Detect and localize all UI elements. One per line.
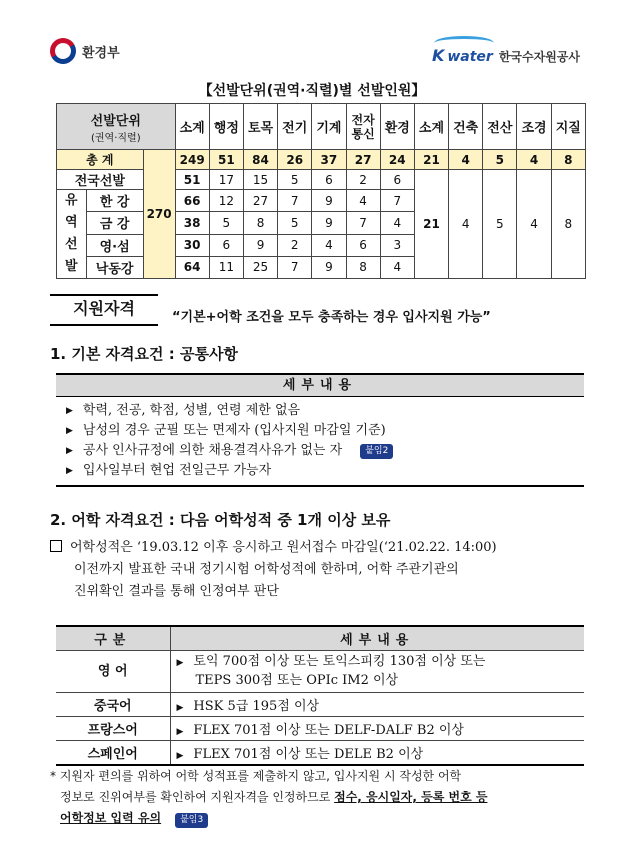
region-cell: 25 (243, 256, 277, 278)
total-cell: 4 (517, 150, 551, 170)
region-cell: 4 (380, 256, 414, 278)
col-header: 지질 (551, 104, 585, 150)
language-heading: 2. 어학 자격요건 : 다음 어학성적 중 1개 이상 보유 (50, 511, 391, 529)
list-item-text: 남성의 경우 군필 또는 면제자 (입사지원 마감일 기준) (82, 423, 386, 438)
col-header: 건축 (449, 104, 483, 150)
col-header: 조경 (517, 104, 551, 150)
language-detail (170, 741, 584, 766)
col-header: 토목 (243, 104, 277, 150)
region-cell: 2 (278, 234, 312, 256)
language-paragraph (50, 537, 590, 603)
list-item-text: 공사 인사규정에 의한 채용결격사유가 없는 자 (82, 443, 343, 458)
region-cell: 7 (380, 190, 414, 212)
col-header: 구분 (56, 626, 170, 651)
para-line: 진위확인 결과를 통해 인정여부 판단 (74, 584, 279, 599)
note-text: 정보로 진위여부를 확인하여 지원자격을 인정하므로 (60, 790, 335, 804)
language-name: 스페인어 (56, 741, 170, 766)
region-name: 한 강 (86, 190, 143, 212)
total-cell: 84 (243, 150, 277, 170)
region-cell: 7 (278, 190, 312, 212)
kwater-logo-water: water (447, 49, 493, 65)
region-cell: 3 (380, 234, 414, 256)
list-item (66, 461, 584, 481)
national-cell: 6 (380, 170, 414, 190)
basic-heading: 1. 기본 자격요건 : 공통사항 (50, 345, 238, 363)
region-cell: 38 (175, 212, 209, 234)
col-header: 전기 (278, 104, 312, 150)
basic-requirements-box (56, 373, 584, 487)
triangle-bullet-icon: ▶ (176, 727, 184, 737)
region-cell: 9 (312, 190, 346, 212)
national-cell: 15 (243, 170, 277, 190)
region-group-label (57, 190, 87, 279)
region-cell: 4 (380, 212, 414, 234)
attachment-badge: 붙임2 (360, 444, 393, 459)
note-line (50, 808, 590, 829)
note-emphasis: 점수, 응시일자, 등록 번호 등 (334, 790, 488, 804)
language-name: 프랑스어 (56, 717, 170, 741)
col-header: 소계 (175, 104, 209, 150)
detail-text: HSK 5급 195점 이상 (193, 699, 320, 714)
total-cell: 24 (380, 150, 414, 170)
detail-text: FLEX 701점 이상 또는 DELF-DALF B2 이상 (193, 723, 464, 738)
region-cell: 8 (243, 212, 277, 234)
kwater-name: 한국수자원공사 (498, 50, 580, 64)
detail-text: TEPS 300점 또는 OPIc IM2 이상 (195, 673, 399, 688)
list-item (66, 441, 584, 461)
col-header: 소계 (414, 104, 448, 150)
kwater-arc-icon (434, 36, 494, 50)
language-name: 중국어 (56, 693, 170, 717)
region-cell: 9 (243, 234, 277, 256)
national-cell: 2 (346, 170, 380, 190)
region-name: 낙동강 (86, 256, 143, 278)
total-cell: 249 (175, 150, 209, 170)
basic-list (56, 397, 584, 485)
list-item-text: 학력, 전공, 학점, 성별, 연령 제한 없음 (82, 403, 301, 418)
section-title: 지원자격 (50, 298, 158, 326)
region-cell: 9 (312, 256, 346, 278)
region-cell: 4 (346, 190, 380, 212)
selection-table (56, 103, 586, 279)
region-cell: 9 (312, 212, 346, 234)
triangle-bullet-icon: ▶ (176, 703, 184, 713)
merged-right-cell: 8 (551, 170, 585, 279)
region-group-char: 발 (65, 259, 78, 274)
triangle-bullet-icon: ▶ (176, 658, 184, 668)
para-line: 이전까지 발표한 국내 정기시험 어학성적에 한하며, 어학 주관기관의 (74, 562, 459, 577)
national-cell: 5 (278, 170, 312, 190)
total-cell: 51 (209, 150, 243, 170)
taegeuk-logo-icon (45, 33, 81, 69)
note-line: * 지원자 편의를 위하여 어학 성적표를 제출하지 않고, 입사지원 시 작성한 어학 (50, 769, 462, 783)
national-cell: 6 (312, 170, 346, 190)
box-header: 세부내용 (56, 375, 584, 397)
region-cell: 4 (312, 234, 346, 256)
merged-right-cell: 5 (483, 170, 517, 279)
detail-text: FLEX 701점 이상 또는 DELE B2 이상 (193, 747, 424, 762)
merged-right-cell: 21 (414, 170, 448, 279)
national-cell: 51 (175, 170, 209, 190)
unit-header-label: 선발단위 (90, 113, 141, 129)
region-cell: 5 (278, 212, 312, 234)
detail-text: 토익 700점 이상 또는 토익스피킹 130점 이상 또는 (193, 654, 486, 669)
list-item (66, 421, 584, 441)
note-line (50, 787, 590, 808)
col-header: 전산 (483, 104, 517, 150)
region-cell: 7 (278, 256, 312, 278)
col-header: 환경 (380, 104, 414, 150)
kwater-logo-k: K (431, 46, 445, 65)
ministry-name: 환경부 (82, 45, 120, 61)
footnote (50, 766, 590, 829)
document-header (0, 28, 624, 72)
region-group-char: 역 (65, 215, 78, 230)
language-detail (170, 693, 584, 717)
region-group-char: 선 (65, 237, 78, 252)
region-cell: 8 (346, 256, 380, 278)
region-name: 영·섬 (86, 234, 143, 256)
triangle-bullet-icon: ▶ (66, 466, 73, 476)
selection-table-title: 【선발단위(권역·직렬)별 선발인원】 (198, 83, 426, 99)
language-detail (170, 651, 584, 693)
section-quote: “기본+어학 조건을 모두 충족하는 경우 입사지원 가능” (172, 310, 491, 325)
region-name: 금 강 (86, 212, 143, 234)
region-cell: 27 (243, 190, 277, 212)
triangle-bullet-icon: ▶ (176, 751, 184, 761)
national-label: 전국선발 (57, 170, 144, 190)
region-cell: 66 (175, 190, 209, 212)
unit-header-sub: (권역·직렬) (90, 132, 141, 144)
para-line: 어학성적은 ‘19.03.12 이후 응시하고 원서접수 마감일(‘21.02.22. 14:00) (70, 540, 497, 555)
national-cell: 17 (209, 170, 243, 190)
region-cell: 5 (209, 212, 243, 234)
triangle-bullet-icon: ▶ (66, 446, 73, 456)
language-table (56, 625, 584, 766)
region-cell: 11 (209, 256, 243, 278)
total-cell: 26 (278, 150, 312, 170)
region-cell: 12 (209, 190, 243, 212)
region-total: 270 (143, 150, 175, 279)
attachment-badge: 붙임3 (175, 813, 208, 828)
region-cell: 64 (175, 256, 209, 278)
note-emphasis: 어학정보 입력 유의 (60, 811, 162, 825)
total-cell: 27 (346, 150, 380, 170)
merged-right-cell: 4 (517, 170, 551, 279)
language-name: 영 어 (56, 651, 170, 693)
total-cell: 21 (414, 150, 448, 170)
checkbox-square-icon (50, 540, 62, 552)
total-cell: 37 (312, 150, 346, 170)
language-detail (170, 717, 584, 741)
ministry-brand (50, 38, 120, 64)
region-group-char: 유 (65, 193, 78, 208)
region-cell: 6 (346, 234, 380, 256)
triangle-bullet-icon: ▶ (66, 426, 73, 436)
total-cell: 5 (483, 150, 517, 170)
col-header: 세부내용 (170, 626, 584, 651)
kwater-brand (432, 46, 580, 65)
region-cell: 30 (175, 234, 209, 256)
region-cell: 6 (209, 234, 243, 256)
col-header: 기계 (312, 104, 346, 150)
col-header: 행정 (209, 104, 243, 150)
list-item (66, 401, 584, 421)
col-header: 전자통신 (346, 104, 380, 150)
unit-header-cell (57, 104, 176, 150)
merged-right-cell: 4 (449, 170, 483, 279)
total-label: 총 계 (57, 150, 144, 170)
total-cell: 8 (551, 150, 585, 170)
total-cell: 4 (449, 150, 483, 170)
triangle-bullet-icon: ▶ (66, 406, 73, 416)
region-cell: 7 (346, 212, 380, 234)
list-item-text: 입사일부터 현업 전일근무 가능자 (82, 463, 272, 478)
